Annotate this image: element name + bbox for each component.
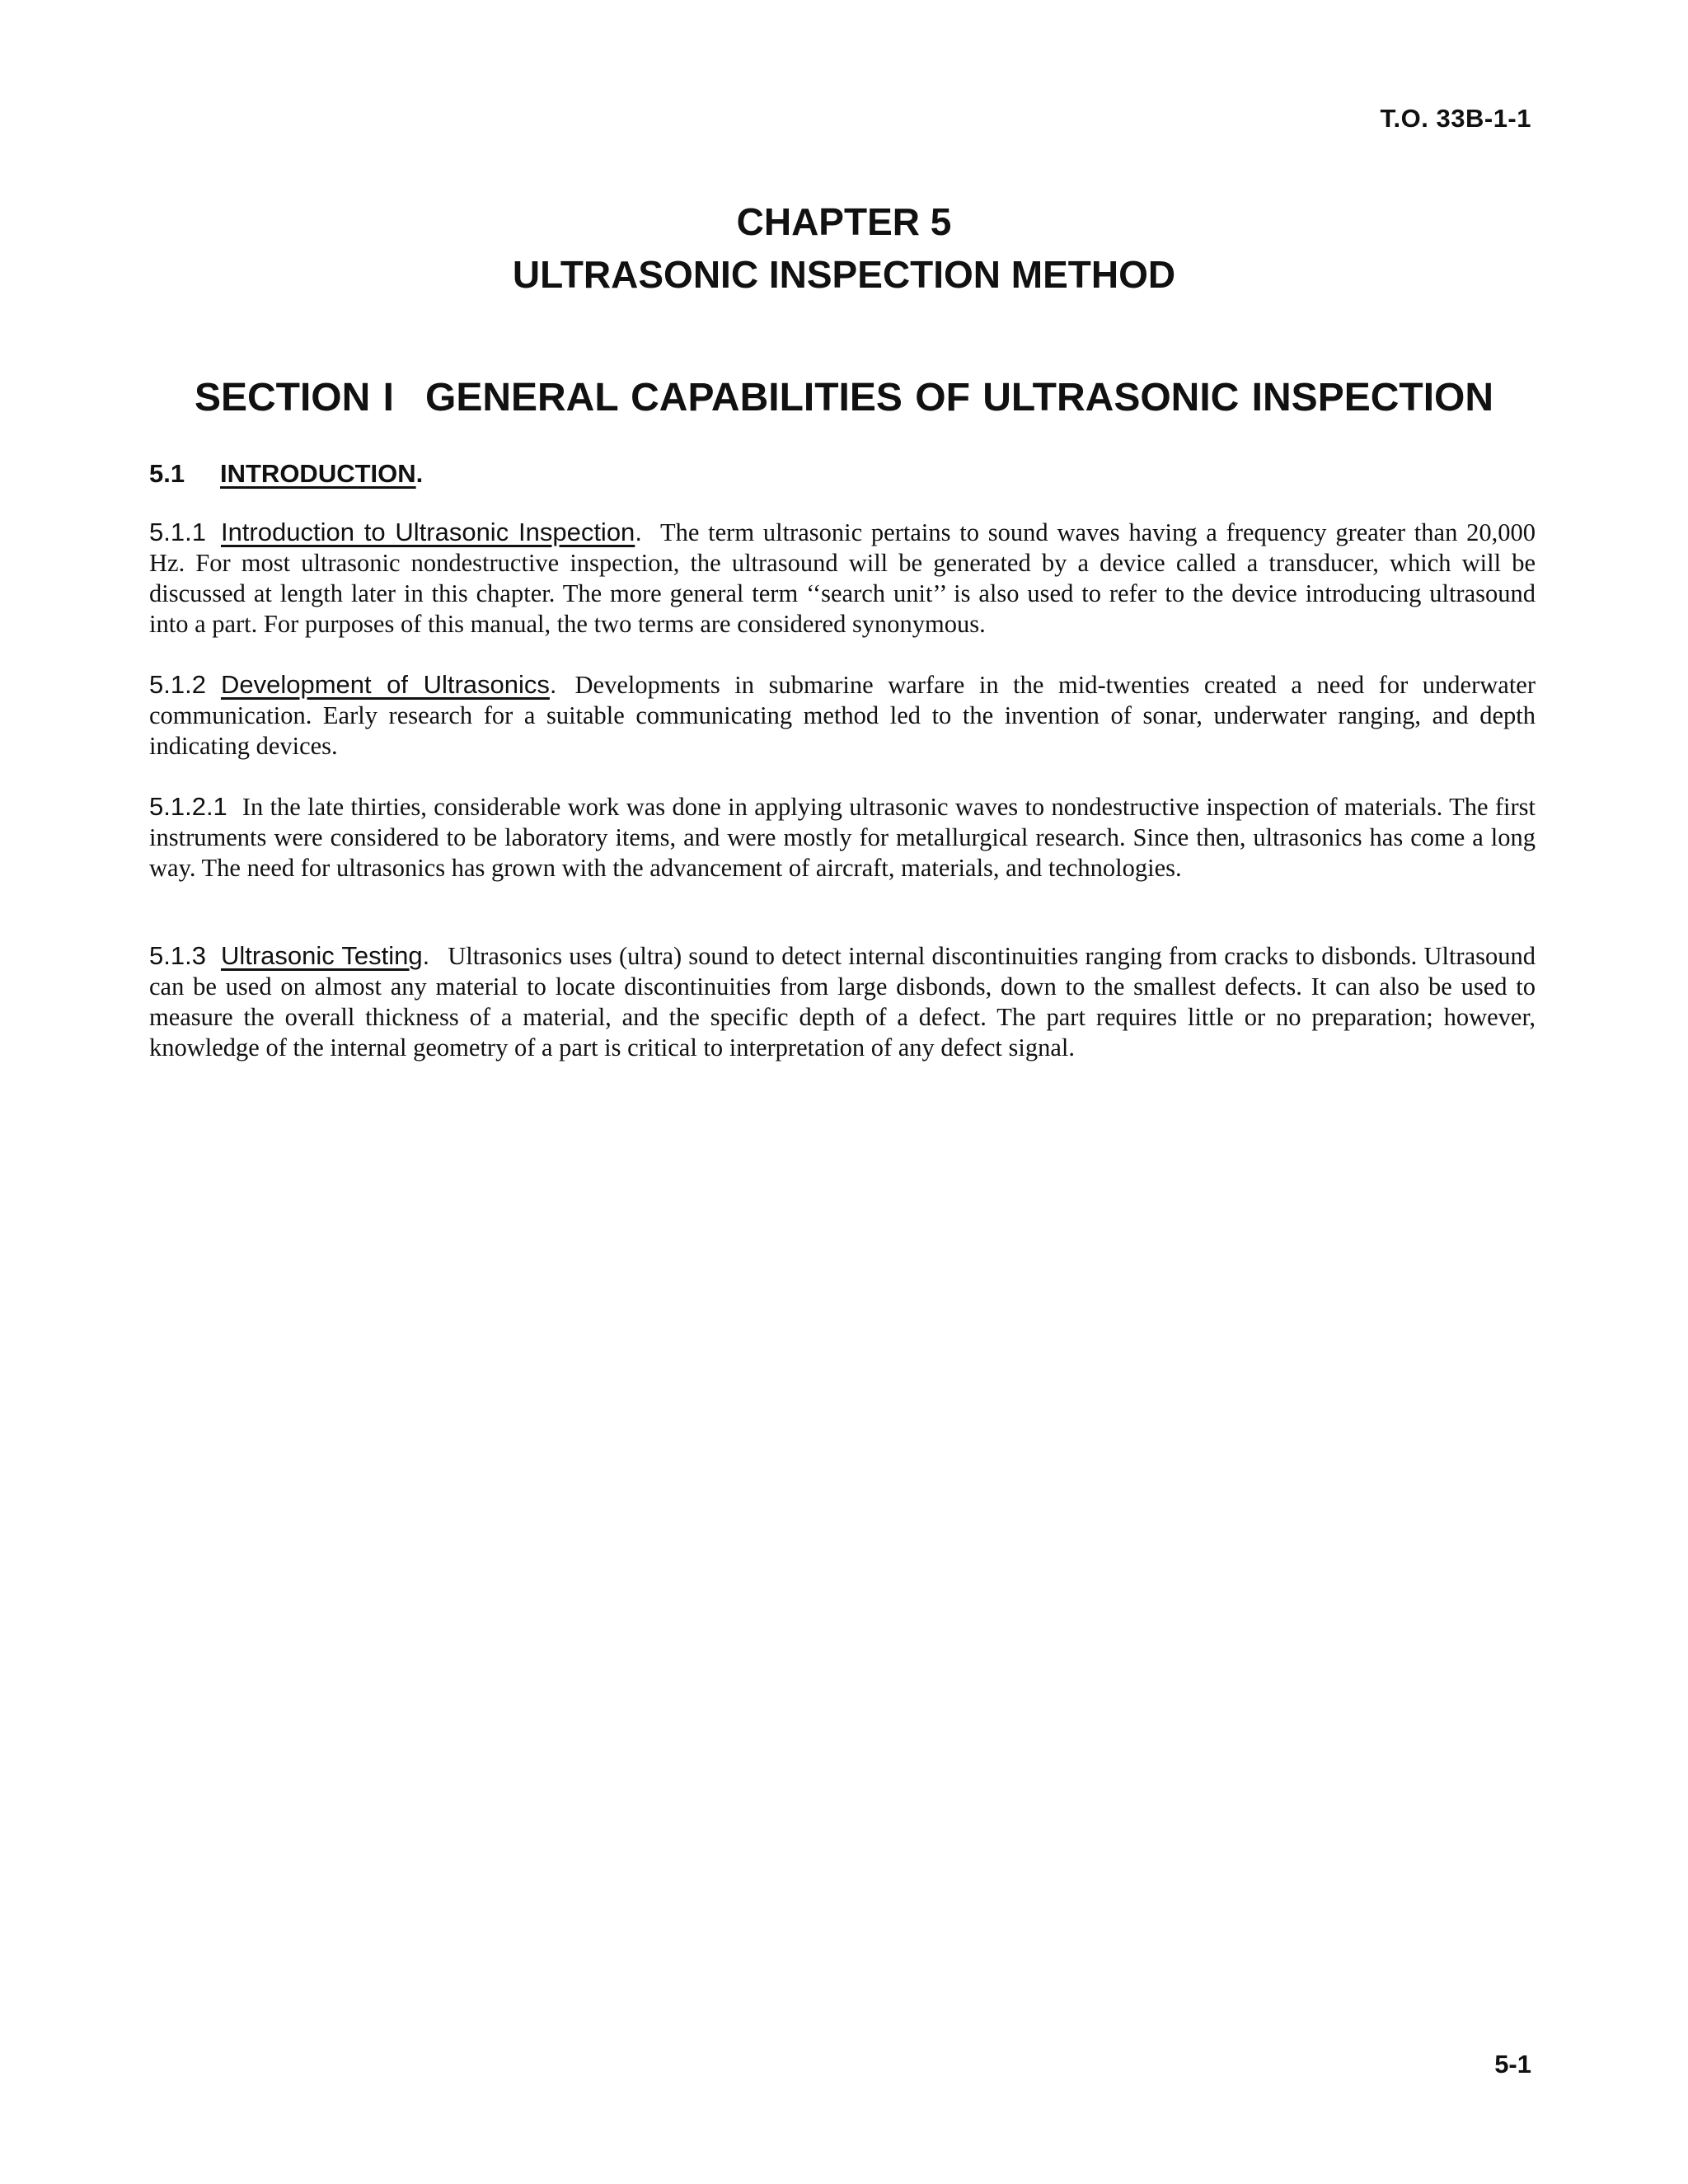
- intro-heading-title: INTRODUCTION: [220, 459, 416, 488]
- paragraph-number: 5.1.2: [149, 670, 206, 699]
- intro-heading: [149, 459, 423, 489]
- paragraph-text: Developments in submarine warfare in the mid-twenties created a need for underwater communication. Early research for a suitable communicating method led to the invention of sonar, underwater ranging, and depth indicating devices.: [149, 671, 1536, 760]
- chapter-title: ULTRASONIC INSPECTION METHOD: [512, 253, 1176, 296]
- paragraph-title-suffix: .: [422, 941, 430, 970]
- document-number: T.O. 33B-1-1: [1380, 104, 1531, 133]
- paragraph-text: The term ultrasonic pertains to sound waves having a frequency greater than 20,000 Hz. For most ultrasonic nondestructive inspection, the ultrasound will be generated by a device called a transducer, which will be discussed at length later in this chapter. The more general term ‘‘search unit’’ is also used to refer to the device introducing ultrasound into a part. For purposes of this manual, the two terms are considered synonymous.: [149, 518, 1536, 638]
- paragraph-title: Development of Ultrasonics: [220, 670, 550, 699]
- page-number: 5-1: [1494, 2050, 1531, 2079]
- paragraph-5-1-3: [149, 940, 1536, 1063]
- paragraph-number: 5.1.2.1: [149, 792, 227, 821]
- paragraph-title-suffix: .: [549, 670, 557, 699]
- paragraph-title: Ultrasonic Testing: [220, 941, 423, 970]
- chapter-number: CHAPTER 5: [736, 200, 952, 243]
- paragraph-5-1-2: [149, 669, 1536, 762]
- intro-heading-number: 5.1: [149, 459, 185, 488]
- paragraph-text: Ultrasonics uses (ultra) sound to detect internal discontinuities ranging from cracks to disbonds. Ultrasound can be used on almost any material to locate discontinuities from large disbonds, down to the smallest defects. It can also be used to measure the overall thickness of a material, and the specific depth of a defect. The part requires little or no preparation; however, knowledge of the internal geometry of a part is critical to interpretation of any defect signal.: [149, 942, 1536, 1062]
- paragraph-5-1-1: [149, 517, 1536, 640]
- section-heading: [0, 375, 1688, 420]
- paragraph-title: Introduction to Ultrasonic Inspection: [220, 518, 635, 546]
- paragraph-5-1-2-1: [149, 791, 1536, 883]
- paragraph-text: In the late thirties, considerable work was done in applying ultrasonic waves to nondestructive inspection of materials. The first instruments were considered to be laboratory items, and were mostly for metallurgical research. Since then, ultrasonics has come a long way. The need for ultrasonics has grown with the advancement of aircraft, materials, and technologies.: [149, 793, 1536, 882]
- paragraph-number: 5.1.3: [149, 941, 206, 970]
- intro-heading-suffix: .: [415, 459, 424, 488]
- paragraph-number: 5.1.1: [149, 518, 206, 546]
- paragraph-title-suffix: .: [635, 518, 642, 546]
- section-title: GENERAL CAPABILITIES OF ULTRASONIC INSPECTION: [424, 376, 1494, 419]
- section-label: SECTION I: [194, 376, 394, 419]
